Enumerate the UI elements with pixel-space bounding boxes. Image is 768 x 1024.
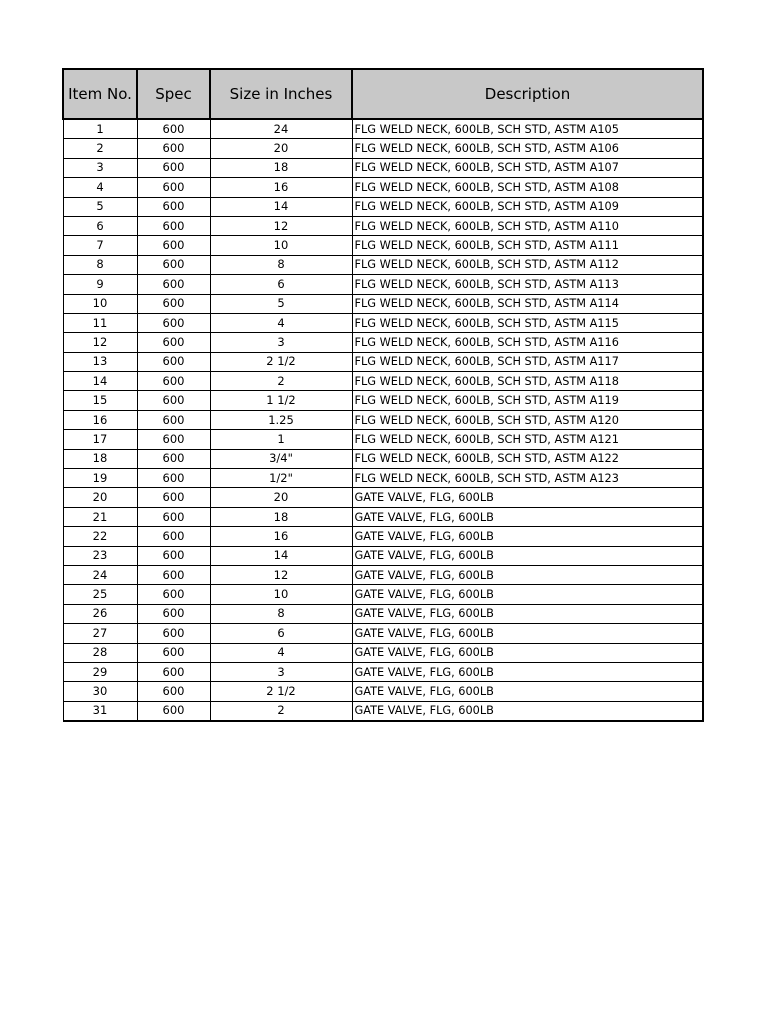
cell-item-no: 4 bbox=[63, 178, 137, 197]
cell-spec: 600 bbox=[137, 255, 210, 274]
cell-item-no: 10 bbox=[63, 294, 137, 313]
cell-size: 4 bbox=[210, 313, 352, 332]
table-row bbox=[63, 313, 703, 332]
cell-item-no: 19 bbox=[63, 469, 137, 488]
cell-item-no: 17 bbox=[63, 430, 137, 449]
cell-description: FLG WELD NECK, 600LB, SCH STD, ASTM A112 bbox=[352, 255, 703, 274]
cell-description: FLG WELD NECK, 600LB, SCH STD, ASTM A105 bbox=[352, 119, 703, 139]
cell-spec: 600 bbox=[137, 158, 210, 177]
cell-description: GATE VALVE, FLG, 600LB bbox=[352, 565, 703, 584]
cell-description: FLG WELD NECK, 600LB, SCH STD, ASTM A108 bbox=[352, 178, 703, 197]
table-row bbox=[63, 391, 703, 410]
cell-spec: 600 bbox=[137, 469, 210, 488]
table-row bbox=[63, 294, 703, 313]
table-row bbox=[63, 352, 703, 371]
cell-description: FLG WELD NECK, 600LB, SCH STD, ASTM A114 bbox=[352, 294, 703, 313]
cell-size: 10 bbox=[210, 236, 352, 255]
cell-size: 1.25 bbox=[210, 410, 352, 429]
table-body bbox=[63, 119, 703, 721]
cell-spec: 600 bbox=[137, 643, 210, 662]
cell-spec: 600 bbox=[137, 662, 210, 681]
table-row bbox=[63, 197, 703, 216]
table-row bbox=[63, 372, 703, 391]
cell-description: GATE VALVE, FLG, 600LB bbox=[352, 527, 703, 546]
header-item-no: Item No. bbox=[63, 69, 137, 119]
cell-size: 2 1/2 bbox=[210, 352, 352, 371]
cell-spec: 600 bbox=[137, 352, 210, 371]
cell-spec: 600 bbox=[137, 410, 210, 429]
cell-spec: 600 bbox=[137, 565, 210, 584]
cell-size: 10 bbox=[210, 585, 352, 604]
table-row bbox=[63, 119, 703, 139]
cell-size: 3 bbox=[210, 333, 352, 352]
header-size: Size in Inches bbox=[210, 69, 352, 119]
table-row bbox=[63, 410, 703, 429]
cell-item-no: 30 bbox=[63, 682, 137, 701]
cell-item-no: 24 bbox=[63, 565, 137, 584]
table-row bbox=[63, 682, 703, 701]
table-row bbox=[63, 178, 703, 197]
table-row bbox=[63, 643, 703, 662]
cell-description: GATE VALVE, FLG, 600LB bbox=[352, 701, 703, 721]
cell-item-no: 3 bbox=[63, 158, 137, 177]
table-row bbox=[63, 449, 703, 468]
cell-size: 1 1/2 bbox=[210, 391, 352, 410]
cell-size: 3/4" bbox=[210, 449, 352, 468]
cell-item-no: 5 bbox=[63, 197, 137, 216]
cell-item-no: 28 bbox=[63, 643, 137, 662]
table-row bbox=[63, 236, 703, 255]
cell-description: FLG WELD NECK, 600LB, SCH STD, ASTM A117 bbox=[352, 352, 703, 371]
table-row bbox=[63, 430, 703, 449]
cell-spec: 600 bbox=[137, 546, 210, 565]
cell-size: 20 bbox=[210, 488, 352, 507]
cell-size: 2 1/2 bbox=[210, 682, 352, 701]
cell-size: 12 bbox=[210, 216, 352, 235]
cell-size: 8 bbox=[210, 255, 352, 274]
table-row bbox=[63, 624, 703, 643]
cell-item-no: 23 bbox=[63, 546, 137, 565]
cell-item-no: 11 bbox=[63, 313, 137, 332]
cell-description: FLG WELD NECK, 600LB, SCH STD, ASTM A106 bbox=[352, 139, 703, 158]
cell-spec: 600 bbox=[137, 701, 210, 721]
cell-description: FLG WELD NECK, 600LB, SCH STD, ASTM A113 bbox=[352, 275, 703, 294]
cell-item-no: 21 bbox=[63, 507, 137, 526]
table-row bbox=[63, 507, 703, 526]
cell-description: GATE VALVE, FLG, 600LB bbox=[352, 624, 703, 643]
cell-spec: 600 bbox=[137, 430, 210, 449]
cell-description: GATE VALVE, FLG, 600LB bbox=[352, 546, 703, 565]
cell-size: 8 bbox=[210, 604, 352, 623]
cell-size: 3 bbox=[210, 662, 352, 681]
cell-size: 16 bbox=[210, 178, 352, 197]
table-row bbox=[63, 255, 703, 274]
cell-size: 1/2" bbox=[210, 469, 352, 488]
cell-spec: 600 bbox=[137, 313, 210, 332]
cell-item-no: 13 bbox=[63, 352, 137, 371]
cell-description: GATE VALVE, FLG, 600LB bbox=[352, 643, 703, 662]
cell-size: 16 bbox=[210, 527, 352, 546]
cell-description: FLG WELD NECK, 600LB, SCH STD, ASTM A122 bbox=[352, 449, 703, 468]
material-list-sheet bbox=[62, 68, 702, 722]
cell-size: 4 bbox=[210, 643, 352, 662]
cell-item-no: 2 bbox=[63, 139, 137, 158]
cell-spec: 600 bbox=[137, 527, 210, 546]
table-row bbox=[63, 469, 703, 488]
cell-spec: 600 bbox=[137, 391, 210, 410]
cell-spec: 600 bbox=[137, 333, 210, 352]
cell-description: FLG WELD NECK, 600LB, SCH STD, ASTM A123 bbox=[352, 469, 703, 488]
cell-size: 24 bbox=[210, 119, 352, 139]
cell-spec: 600 bbox=[137, 275, 210, 294]
table-row bbox=[63, 216, 703, 235]
cell-size: 1 bbox=[210, 430, 352, 449]
cell-size: 6 bbox=[210, 275, 352, 294]
table-row bbox=[63, 275, 703, 294]
cell-size: 12 bbox=[210, 565, 352, 584]
material-table bbox=[62, 68, 704, 722]
table-row bbox=[63, 139, 703, 158]
cell-spec: 600 bbox=[137, 585, 210, 604]
cell-spec: 600 bbox=[137, 604, 210, 623]
cell-item-no: 6 bbox=[63, 216, 137, 235]
cell-size: 14 bbox=[210, 546, 352, 565]
cell-description: GATE VALVE, FLG, 600LB bbox=[352, 682, 703, 701]
cell-spec: 600 bbox=[137, 197, 210, 216]
cell-item-no: 15 bbox=[63, 391, 137, 410]
cell-description: GATE VALVE, FLG, 600LB bbox=[352, 488, 703, 507]
cell-item-no: 7 bbox=[63, 236, 137, 255]
cell-item-no: 18 bbox=[63, 449, 137, 468]
cell-spec: 600 bbox=[137, 682, 210, 701]
cell-size: 6 bbox=[210, 624, 352, 643]
cell-size: 2 bbox=[210, 701, 352, 721]
cell-size: 14 bbox=[210, 197, 352, 216]
cell-item-no: 12 bbox=[63, 333, 137, 352]
cell-item-no: 16 bbox=[63, 410, 137, 429]
cell-spec: 600 bbox=[137, 507, 210, 526]
cell-description: GATE VALVE, FLG, 600LB bbox=[352, 585, 703, 604]
cell-description: FLG WELD NECK, 600LB, SCH STD, ASTM A118 bbox=[352, 372, 703, 391]
table-row bbox=[63, 585, 703, 604]
cell-spec: 600 bbox=[137, 178, 210, 197]
cell-item-no: 8 bbox=[63, 255, 137, 274]
header-row bbox=[63, 69, 703, 119]
cell-description: FLG WELD NECK, 600LB, SCH STD, ASTM A120 bbox=[352, 410, 703, 429]
table-row bbox=[63, 158, 703, 177]
header-spec: Spec bbox=[137, 69, 210, 119]
cell-spec: 600 bbox=[137, 139, 210, 158]
cell-size: 18 bbox=[210, 507, 352, 526]
cell-description: FLG WELD NECK, 600LB, SCH STD, ASTM A111 bbox=[352, 236, 703, 255]
table-row bbox=[63, 333, 703, 352]
cell-description: FLG WELD NECK, 600LB, SCH STD, ASTM A119 bbox=[352, 391, 703, 410]
cell-description: FLG WELD NECK, 600LB, SCH STD, ASTM A109 bbox=[352, 197, 703, 216]
cell-spec: 600 bbox=[137, 488, 210, 507]
cell-spec: 600 bbox=[137, 236, 210, 255]
cell-item-no: 26 bbox=[63, 604, 137, 623]
cell-item-no: 20 bbox=[63, 488, 137, 507]
cell-description: GATE VALVE, FLG, 600LB bbox=[352, 662, 703, 681]
table-row bbox=[63, 565, 703, 584]
cell-size: 18 bbox=[210, 158, 352, 177]
table-row bbox=[63, 488, 703, 507]
cell-size: 20 bbox=[210, 139, 352, 158]
cell-item-no: 25 bbox=[63, 585, 137, 604]
cell-spec: 600 bbox=[137, 119, 210, 139]
table-row bbox=[63, 546, 703, 565]
cell-spec: 600 bbox=[137, 216, 210, 235]
cell-spec: 600 bbox=[137, 624, 210, 643]
cell-item-no: 14 bbox=[63, 372, 137, 391]
cell-description: FLG WELD NECK, 600LB, SCH STD, ASTM A116 bbox=[352, 333, 703, 352]
cell-description: GATE VALVE, FLG, 600LB bbox=[352, 604, 703, 623]
cell-item-no: 27 bbox=[63, 624, 137, 643]
cell-size: 5 bbox=[210, 294, 352, 313]
cell-spec: 600 bbox=[137, 372, 210, 391]
cell-spec: 600 bbox=[137, 294, 210, 313]
cell-description: FLG WELD NECK, 600LB, SCH STD, ASTM A115 bbox=[352, 313, 703, 332]
cell-item-no: 29 bbox=[63, 662, 137, 681]
cell-item-no: 22 bbox=[63, 527, 137, 546]
cell-description: FLG WELD NECK, 600LB, SCH STD, ASTM A121 bbox=[352, 430, 703, 449]
table-row bbox=[63, 662, 703, 681]
table-row bbox=[63, 604, 703, 623]
cell-description: GATE VALVE, FLG, 600LB bbox=[352, 507, 703, 526]
cell-item-no: 9 bbox=[63, 275, 137, 294]
cell-description: FLG WELD NECK, 600LB, SCH STD, ASTM A110 bbox=[352, 216, 703, 235]
cell-item-no: 1 bbox=[63, 119, 137, 139]
cell-spec: 600 bbox=[137, 449, 210, 468]
header-description: Description bbox=[352, 69, 703, 119]
cell-size: 2 bbox=[210, 372, 352, 391]
table-row bbox=[63, 701, 703, 721]
cell-item-no: 31 bbox=[63, 701, 137, 721]
cell-description: FLG WELD NECK, 600LB, SCH STD, ASTM A107 bbox=[352, 158, 703, 177]
table-row bbox=[63, 527, 703, 546]
